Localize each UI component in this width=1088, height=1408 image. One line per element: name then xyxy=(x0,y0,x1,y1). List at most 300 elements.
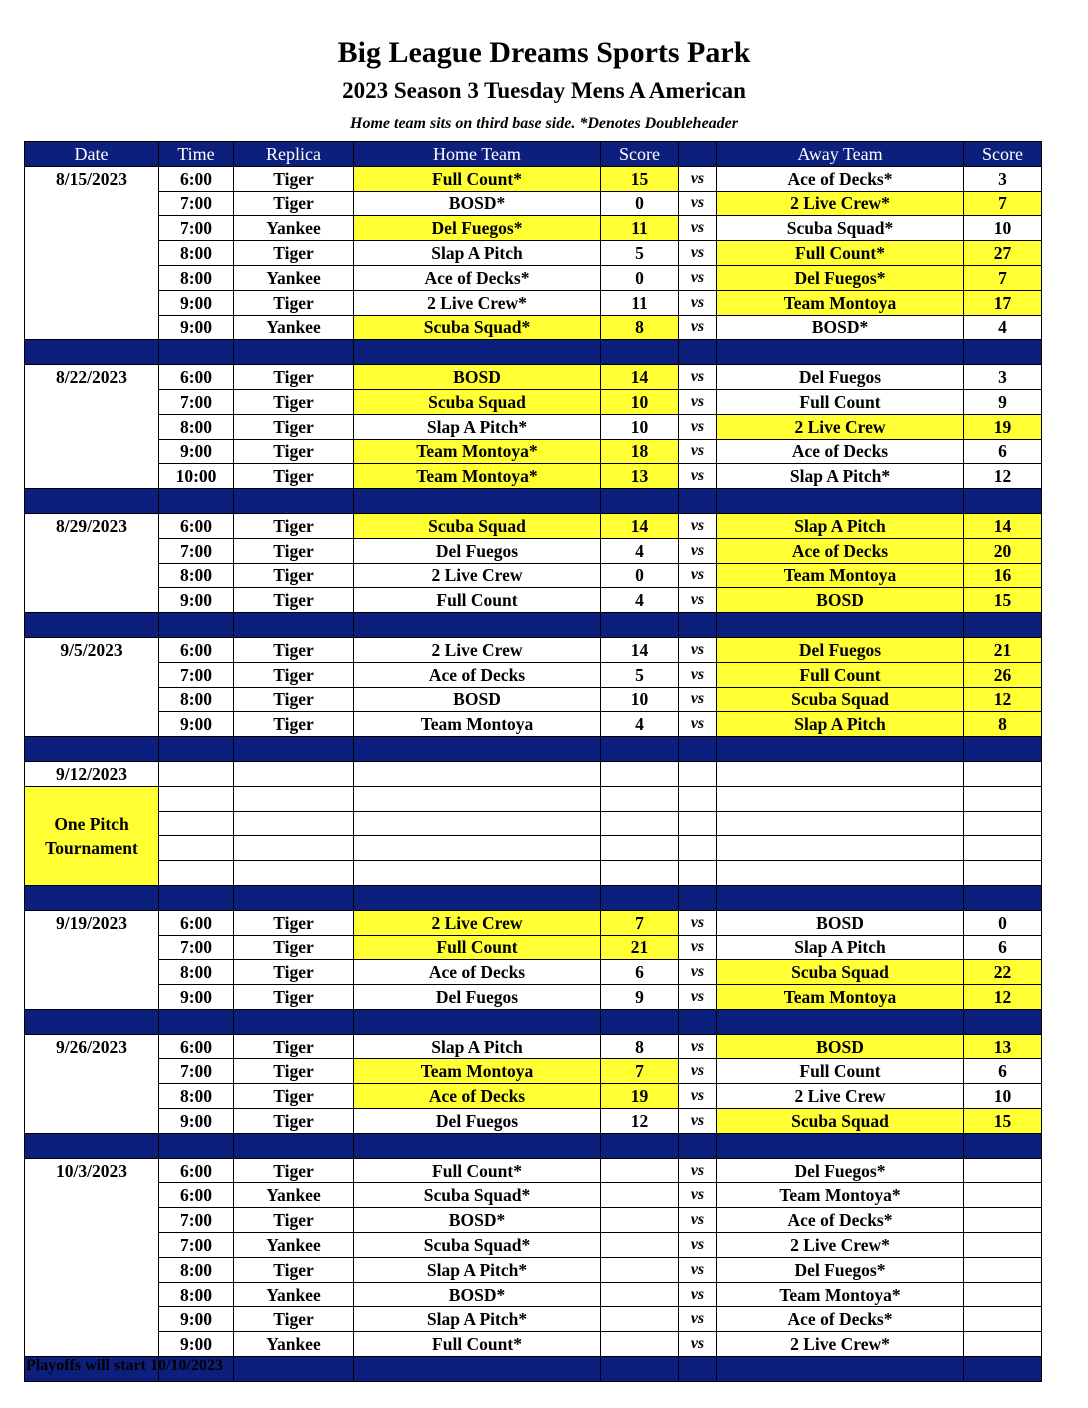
schedule-table xyxy=(24,141,1042,1382)
time-cell: 6:00 xyxy=(159,1158,234,1183)
home-team-cell: Full Count xyxy=(354,588,601,613)
home-score-cell: 11 xyxy=(601,216,679,241)
empty-cell xyxy=(679,811,717,836)
blank-row xyxy=(25,861,1042,886)
away-team-cell: Team Montoya xyxy=(717,563,964,588)
time-cell: 7:00 xyxy=(159,1208,234,1233)
home-score-cell xyxy=(601,1233,679,1258)
away-score-cell: 12 xyxy=(964,985,1042,1010)
separator-cell xyxy=(25,1009,159,1034)
away-score-cell: 7 xyxy=(964,265,1042,290)
game-row xyxy=(25,662,1042,687)
vs-cell: vs xyxy=(679,563,717,588)
time-cell: 6:00 xyxy=(159,637,234,662)
date-cell xyxy=(25,241,159,266)
away-score-cell xyxy=(964,1332,1042,1357)
date-cell xyxy=(25,687,159,712)
empty-cell xyxy=(354,786,601,811)
empty-cell xyxy=(354,861,601,886)
date-cell: 9/5/2023 xyxy=(25,637,159,662)
vs-cell: vs xyxy=(679,985,717,1010)
field-cell: Tiger xyxy=(234,389,354,414)
field-cell: Yankee xyxy=(234,265,354,290)
field-cell: Yankee xyxy=(234,315,354,340)
home-team-cell: 2 Live Crew xyxy=(354,637,601,662)
away-score-cell: 10 xyxy=(964,1084,1042,1109)
home-score-cell: 6 xyxy=(601,960,679,985)
vs-cell: vs xyxy=(679,1059,717,1084)
away-score-cell: 12 xyxy=(964,464,1042,489)
home-score-cell: 12 xyxy=(601,1109,679,1134)
time-cell: 8:00 xyxy=(159,960,234,985)
time-cell: 9:00 xyxy=(159,290,234,315)
time-cell: 7:00 xyxy=(159,662,234,687)
field-cell: Yankee xyxy=(234,1332,354,1357)
separator-cell xyxy=(354,1133,601,1158)
away-team-cell: Scuba Squad xyxy=(717,1109,964,1134)
home-score-cell xyxy=(601,1208,679,1233)
vs-cell: vs xyxy=(679,1282,717,1307)
field-cell: Tiger xyxy=(234,687,354,712)
date-cell xyxy=(25,1257,159,1282)
separator-cell xyxy=(25,613,159,638)
empty-cell xyxy=(159,836,234,861)
separator-cell xyxy=(354,340,601,365)
separator-cell xyxy=(601,489,679,514)
date-cell: 8/29/2023 xyxy=(25,513,159,538)
game-row xyxy=(25,1233,1042,1258)
header-date: Date xyxy=(25,142,159,167)
separator-cell xyxy=(717,737,964,762)
week-separator xyxy=(25,885,1042,910)
vs-cell: vs xyxy=(679,365,717,390)
week-separator xyxy=(25,489,1042,514)
home-score-cell: 15 xyxy=(601,166,679,191)
away-score-cell xyxy=(964,1257,1042,1282)
time-cell: 6:00 xyxy=(159,1034,234,1059)
empty-cell xyxy=(717,786,964,811)
game-row xyxy=(25,637,1042,662)
separator-cell xyxy=(679,1009,717,1034)
away-team-cell: Scuba Squad* xyxy=(717,216,964,241)
separator-cell xyxy=(354,737,601,762)
home-score-cell: 0 xyxy=(601,265,679,290)
away-team-cell: Ace of Decks xyxy=(717,439,964,464)
empty-cell xyxy=(679,761,717,786)
empty-cell xyxy=(717,861,964,886)
away-team-cell: 2 Live Crew* xyxy=(717,191,964,216)
away-score-cell: 8 xyxy=(964,712,1042,737)
empty-cell xyxy=(234,811,354,836)
separator-cell xyxy=(159,1133,234,1158)
empty-cell xyxy=(717,836,964,861)
game-row xyxy=(25,1208,1042,1233)
home-team-cell: Scuba Squad* xyxy=(354,1183,601,1208)
home-score-cell: 10 xyxy=(601,389,679,414)
time-cell: 6:00 xyxy=(159,910,234,935)
home-score-cell xyxy=(601,1158,679,1183)
home-score-cell xyxy=(601,1183,679,1208)
home-score-cell: 9 xyxy=(601,985,679,1010)
empty-cell xyxy=(234,786,354,811)
home-team-cell: Del Fuegos xyxy=(354,1109,601,1134)
away-team-cell: Del Fuegos xyxy=(717,365,964,390)
home-score-cell: 11 xyxy=(601,290,679,315)
field-cell: Tiger xyxy=(234,1158,354,1183)
away-score-cell: 21 xyxy=(964,637,1042,662)
date-cell xyxy=(25,439,159,464)
separator-cell xyxy=(25,340,159,365)
away-score-cell xyxy=(964,1282,1042,1307)
separator-cell xyxy=(601,737,679,762)
away-team-cell: Full Count* xyxy=(717,241,964,266)
game-row xyxy=(25,935,1042,960)
time-cell: 8:00 xyxy=(159,241,234,266)
home-team-cell: Slap A Pitch* xyxy=(354,1307,601,1332)
away-score-cell: 13 xyxy=(964,1034,1042,1059)
separator-cell xyxy=(159,489,234,514)
home-score-cell: 7 xyxy=(601,1059,679,1084)
separator-cell xyxy=(159,737,234,762)
date-cell xyxy=(25,985,159,1010)
away-score-cell: 15 xyxy=(964,588,1042,613)
game-row xyxy=(25,1084,1042,1109)
empty-cell xyxy=(354,761,601,786)
empty-cell xyxy=(964,811,1042,836)
header-vs xyxy=(679,142,717,167)
game-row xyxy=(25,166,1042,191)
field-cell: Tiger xyxy=(234,513,354,538)
empty-cell xyxy=(159,811,234,836)
away-score-cell xyxy=(964,1158,1042,1183)
away-team-cell: Slap A Pitch xyxy=(717,513,964,538)
separator-cell xyxy=(354,489,601,514)
field-cell: Tiger xyxy=(234,1208,354,1233)
game-row xyxy=(25,1158,1042,1183)
date-cell xyxy=(25,1282,159,1307)
away-score-cell xyxy=(964,1183,1042,1208)
separator-cell xyxy=(234,1357,354,1382)
away-team-cell: BOSD* xyxy=(717,315,964,340)
separator-cell xyxy=(717,340,964,365)
field-cell: Tiger xyxy=(234,960,354,985)
date-cell xyxy=(25,1109,159,1134)
separator-cell xyxy=(717,489,964,514)
away-team-cell: Team Montoya* xyxy=(717,1183,964,1208)
home-score-cell: 13 xyxy=(601,464,679,489)
vs-cell: vs xyxy=(679,687,717,712)
empty-cell xyxy=(601,761,679,786)
home-score-cell: 7 xyxy=(601,910,679,935)
separator-cell xyxy=(679,1133,717,1158)
home-team-cell: 2 Live Crew xyxy=(354,910,601,935)
home-team-cell: Team Montoya* xyxy=(354,464,601,489)
separator-cell xyxy=(25,1133,159,1158)
vs-cell: vs xyxy=(679,1233,717,1258)
separator-cell xyxy=(964,885,1042,910)
time-cell: 8:00 xyxy=(159,1282,234,1307)
separator-cell xyxy=(354,885,601,910)
vs-cell: vs xyxy=(679,662,717,687)
separator-cell xyxy=(679,340,717,365)
separator-cell xyxy=(601,885,679,910)
time-cell: 9:00 xyxy=(159,588,234,613)
header-home-team: Home Team xyxy=(354,142,601,167)
separator-cell xyxy=(964,489,1042,514)
vs-cell: vs xyxy=(679,241,717,266)
separator-cell xyxy=(234,1133,354,1158)
separator-cell xyxy=(679,737,717,762)
game-row xyxy=(25,1109,1042,1134)
away-team-cell: BOSD xyxy=(717,910,964,935)
time-cell: 9:00 xyxy=(159,712,234,737)
away-score-cell: 17 xyxy=(964,290,1042,315)
time-cell: 7:00 xyxy=(159,216,234,241)
time-cell: 7:00 xyxy=(159,538,234,563)
away-team-cell: 2 Live Crew xyxy=(717,1084,964,1109)
separator-cell xyxy=(679,1357,717,1382)
week-separator xyxy=(25,737,1042,762)
vs-cell: vs xyxy=(679,464,717,489)
home-score-cell: 19 xyxy=(601,1084,679,1109)
vs-cell: vs xyxy=(679,1084,717,1109)
game-row xyxy=(25,687,1042,712)
separator-cell xyxy=(964,613,1042,638)
separator-cell xyxy=(25,489,159,514)
game-row xyxy=(25,439,1042,464)
date-cell xyxy=(25,191,159,216)
field-cell: Tiger xyxy=(234,563,354,588)
field-cell: Tiger xyxy=(234,985,354,1010)
separator-cell xyxy=(234,613,354,638)
game-row xyxy=(25,365,1042,390)
separator-cell xyxy=(601,1357,679,1382)
vs-cell: vs xyxy=(679,1257,717,1282)
home-score-cell: 0 xyxy=(601,191,679,216)
date-cell: 8/15/2023 xyxy=(25,166,159,191)
header-replica: Replica xyxy=(234,142,354,167)
date-cell xyxy=(25,1332,159,1357)
separator-cell xyxy=(234,737,354,762)
field-cell: Tiger xyxy=(234,191,354,216)
vs-cell: vs xyxy=(679,315,717,340)
date-cell: 9/26/2023 xyxy=(25,1034,159,1059)
vs-cell: vs xyxy=(679,414,717,439)
date-cell xyxy=(25,389,159,414)
date-cell xyxy=(25,216,159,241)
page-note: Home team sits on third base side. *Denotes Doubleheader xyxy=(350,115,738,132)
blank-row xyxy=(25,786,1042,811)
vs-cell: vs xyxy=(679,960,717,985)
away-score-cell: 14 xyxy=(964,513,1042,538)
game-row xyxy=(25,1282,1042,1307)
away-team-cell: Del Fuegos* xyxy=(717,1158,964,1183)
home-score-cell: 5 xyxy=(601,241,679,266)
separator-cell xyxy=(234,489,354,514)
separator-cell xyxy=(601,340,679,365)
away-score-cell: 3 xyxy=(964,365,1042,390)
away-team-cell: Ace of Decks* xyxy=(717,166,964,191)
away-score-cell: 6 xyxy=(964,1059,1042,1084)
vs-cell: vs xyxy=(679,216,717,241)
vs-cell: vs xyxy=(679,1208,717,1233)
away-score-cell: 19 xyxy=(964,414,1042,439)
game-row xyxy=(25,216,1042,241)
home-score-cell xyxy=(601,1332,679,1357)
vs-cell: vs xyxy=(679,513,717,538)
field-cell: Tiger xyxy=(234,538,354,563)
home-score-cell: 14 xyxy=(601,513,679,538)
field-cell: Tiger xyxy=(234,241,354,266)
away-team-cell: 2 Live Crew xyxy=(717,414,964,439)
time-cell: 7:00 xyxy=(159,935,234,960)
game-row xyxy=(25,265,1042,290)
game-row xyxy=(25,563,1042,588)
away-score-cell: 4 xyxy=(964,315,1042,340)
empty-cell xyxy=(601,786,679,811)
away-team-cell: Del Fuegos xyxy=(717,637,964,662)
time-cell: 9:00 xyxy=(159,985,234,1010)
separator-cell xyxy=(964,737,1042,762)
time-cell: 7:00 xyxy=(159,389,234,414)
home-team-cell: Scuba Squad xyxy=(354,389,601,414)
home-team-cell: BOSD* xyxy=(354,1208,601,1233)
vs-cell: vs xyxy=(679,588,717,613)
date-cell xyxy=(25,290,159,315)
separator-cell xyxy=(159,1009,234,1034)
home-team-cell: Slap A Pitch xyxy=(354,241,601,266)
time-cell: 7:00 xyxy=(159,1233,234,1258)
home-score-cell: 14 xyxy=(601,365,679,390)
field-cell: Yankee xyxy=(234,1282,354,1307)
separator-cell xyxy=(679,489,717,514)
separator-cell xyxy=(964,1133,1042,1158)
vs-cell: vs xyxy=(679,1332,717,1357)
time-cell: 9:00 xyxy=(159,1307,234,1332)
blank-row xyxy=(25,836,1042,861)
away-score-cell: 7 xyxy=(964,191,1042,216)
home-score-cell: 21 xyxy=(601,935,679,960)
game-row xyxy=(25,1183,1042,1208)
away-team-cell: Ace of Decks xyxy=(717,538,964,563)
separator-cell xyxy=(717,885,964,910)
empty-cell xyxy=(159,786,234,811)
home-team-cell: Slap A Pitch xyxy=(354,1034,601,1059)
field-cell: Tiger xyxy=(234,1257,354,1282)
away-score-cell: 10 xyxy=(964,216,1042,241)
separator-cell xyxy=(964,1357,1042,1382)
week-separator xyxy=(25,340,1042,365)
time-cell: 8:00 xyxy=(159,265,234,290)
empty-cell xyxy=(354,811,601,836)
away-team-cell: BOSD xyxy=(717,588,964,613)
home-team-cell: 2 Live Crew xyxy=(354,563,601,588)
away-score-cell: 9 xyxy=(964,389,1042,414)
separator-cell xyxy=(601,1009,679,1034)
field-cell: Tiger xyxy=(234,290,354,315)
separator-cell xyxy=(601,613,679,638)
vs-cell: vs xyxy=(679,538,717,563)
separator-cell xyxy=(234,340,354,365)
home-team-cell: Team Montoya xyxy=(354,712,601,737)
date-cell xyxy=(25,265,159,290)
date-cell xyxy=(25,1183,159,1208)
home-team-cell: Scuba Squad* xyxy=(354,1233,601,1258)
time-cell: 9:00 xyxy=(159,1109,234,1134)
vs-cell: vs xyxy=(679,191,717,216)
away-team-cell: 2 Live Crew* xyxy=(717,1233,964,1258)
game-row xyxy=(25,1059,1042,1084)
field-cell: Yankee xyxy=(234,216,354,241)
home-score-cell: 4 xyxy=(601,538,679,563)
separator-cell xyxy=(717,1133,964,1158)
away-team-cell: Scuba Squad xyxy=(717,960,964,985)
home-team-cell: Slap A Pitch* xyxy=(354,414,601,439)
away-score-cell: 16 xyxy=(964,563,1042,588)
time-cell: 6:00 xyxy=(159,365,234,390)
field-cell: Tiger xyxy=(234,637,354,662)
empty-cell xyxy=(679,836,717,861)
field-cell: Tiger xyxy=(234,910,354,935)
empty-cell xyxy=(159,761,234,786)
home-team-cell: Slap A Pitch* xyxy=(354,1257,601,1282)
header-row xyxy=(25,142,1042,167)
week-separator xyxy=(25,1009,1042,1034)
date-cell xyxy=(25,1307,159,1332)
field-cell: Tiger xyxy=(234,662,354,687)
empty-cell xyxy=(679,786,717,811)
separator-cell xyxy=(25,885,159,910)
separator-cell xyxy=(679,613,717,638)
away-team-cell: Slap A Pitch xyxy=(717,712,964,737)
away-score-cell xyxy=(964,1233,1042,1258)
field-cell: Tiger xyxy=(234,712,354,737)
time-cell: 9:00 xyxy=(159,315,234,340)
away-score-cell: 0 xyxy=(964,910,1042,935)
date-cell xyxy=(25,960,159,985)
game-row xyxy=(25,588,1042,613)
vs-cell: vs xyxy=(679,290,717,315)
field-cell: Tiger xyxy=(234,439,354,464)
header-home-score: Score xyxy=(601,142,679,167)
empty-cell xyxy=(234,761,354,786)
date-cell xyxy=(25,662,159,687)
time-cell: 7:00 xyxy=(159,191,234,216)
away-team-cell: Full Count xyxy=(717,389,964,414)
home-team-cell: BOSD* xyxy=(354,191,601,216)
home-score-cell xyxy=(601,1307,679,1332)
time-cell: 6:00 xyxy=(159,513,234,538)
tournament-notice: One Pitch Tournament xyxy=(25,786,159,885)
away-score-cell: 26 xyxy=(964,662,1042,687)
page-title: Big League Dreams Sports Park xyxy=(337,36,751,69)
away-team-cell: Del Fuegos* xyxy=(717,1257,964,1282)
game-row xyxy=(25,241,1042,266)
separator-cell xyxy=(234,1009,354,1034)
vs-cell: vs xyxy=(679,1158,717,1183)
time-cell: 9:00 xyxy=(159,439,234,464)
home-team-cell: 2 Live Crew* xyxy=(354,290,601,315)
date-cell: 9/19/2023 xyxy=(25,910,159,935)
header-time: Time xyxy=(159,142,234,167)
time-cell: 8:00 xyxy=(159,414,234,439)
away-score-cell: 22 xyxy=(964,960,1042,985)
vs-cell: vs xyxy=(679,1307,717,1332)
home-score-cell: 8 xyxy=(601,1034,679,1059)
game-row xyxy=(25,1307,1042,1332)
empty-cell xyxy=(964,836,1042,861)
date-cell: 10/3/2023 xyxy=(25,1158,159,1183)
